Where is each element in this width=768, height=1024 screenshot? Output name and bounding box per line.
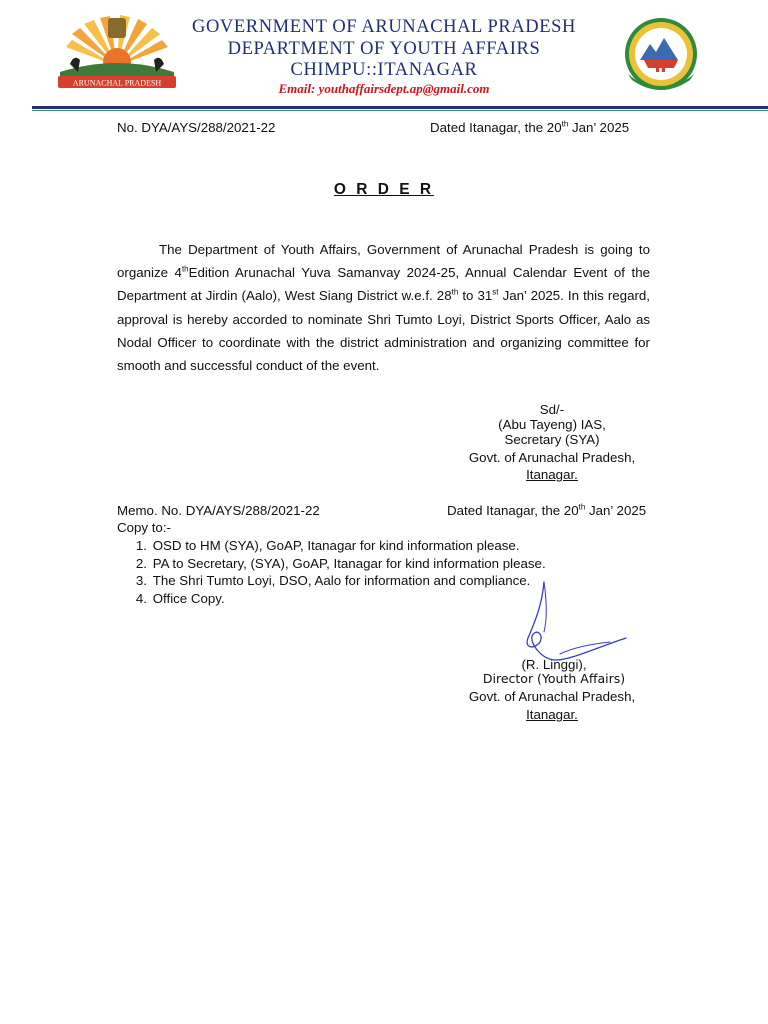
order-number: No. DYA/AYS/288/2021-22: [117, 120, 276, 135]
order-body-paragraph: The Department of Youth Affairs, Government of Arunachal Pradesh is going to organize 4thEdition Arunachal Yuva Samanvay 2024-25, Annual Calendar Event of the Department at Jirdin (Aalo), West Siang District w.e.f. 28th to 31st Jan’ 2025. In this regard, approval is hereby accorded to nominate Shri Tumto Loyi, District Sports Officer, Aalo as Nodal Officer to coordinate with the district administration and organizing committee for smooth and successful conduct of the event.: [117, 242, 650, 374]
signatory1-designation: Secretary (SYA): [504, 432, 600, 447]
memo-number: Memo. No. DYA/AYS/288/2021-22: [117, 503, 320, 518]
signatory1-place: Itanagar.: [526, 467, 578, 482]
signatory1-name: (Abu Tayeng) IAS,: [498, 417, 606, 432]
order-title: O R D E R: [333, 181, 435, 198]
copy-to-label: Copy to:-: [117, 520, 171, 535]
header-department-title: DEPARTMENT OF YOUTH AFFAIRS: [227, 39, 541, 59]
list-item: 4. Office Copy.: [135, 590, 225, 606]
header-location: CHIMPU::ITANAGAR: [290, 60, 478, 80]
list-item: 3. The Shri Tumto Loyi, DSO, Aalo for information and compliance.: [135, 573, 531, 588]
department-youth-affairs-seal-logo: [618, 14, 704, 98]
memo-date: Dated Itanagar, the 20th Jan’ 2025: [447, 502, 647, 518]
header-rule-thin: [32, 110, 768, 111]
signatory2-govt: Govt. of Arunachal Pradesh,: [468, 689, 636, 704]
emblem-banner-text: ARUNACHAL PRADESH: [72, 78, 162, 88]
signatory1-govt: Govt. of Arunachal Pradesh,: [468, 450, 636, 465]
header-rule: [32, 106, 768, 109]
signatory1-sd: Sd/-: [539, 402, 565, 417]
signatory2-name: (R. Linggi),: [521, 657, 587, 672]
list-item: 2. PA to Secretary, (SYA), GoAP, Itanagar for kind information please.: [135, 555, 546, 571]
ashoka-emblem-icon: [108, 18, 126, 38]
list-item: 1. OSD to HM (SYA), GoAP, Itanagar for kind information please.: [135, 538, 520, 553]
header-email: Email: youthaffairsdept.ap@gmail.com: [278, 81, 490, 96]
signatory2-designation: Director (Youth Affairs): [482, 671, 626, 686]
signatory2-place: Itanagar.: [526, 707, 578, 722]
order-date: Dated Itanagar, the 20th Jan’ 2025: [430, 119, 630, 135]
header-govt-title: GOVERNMENT OF ARUNACHAL PRADESH: [191, 17, 576, 37]
